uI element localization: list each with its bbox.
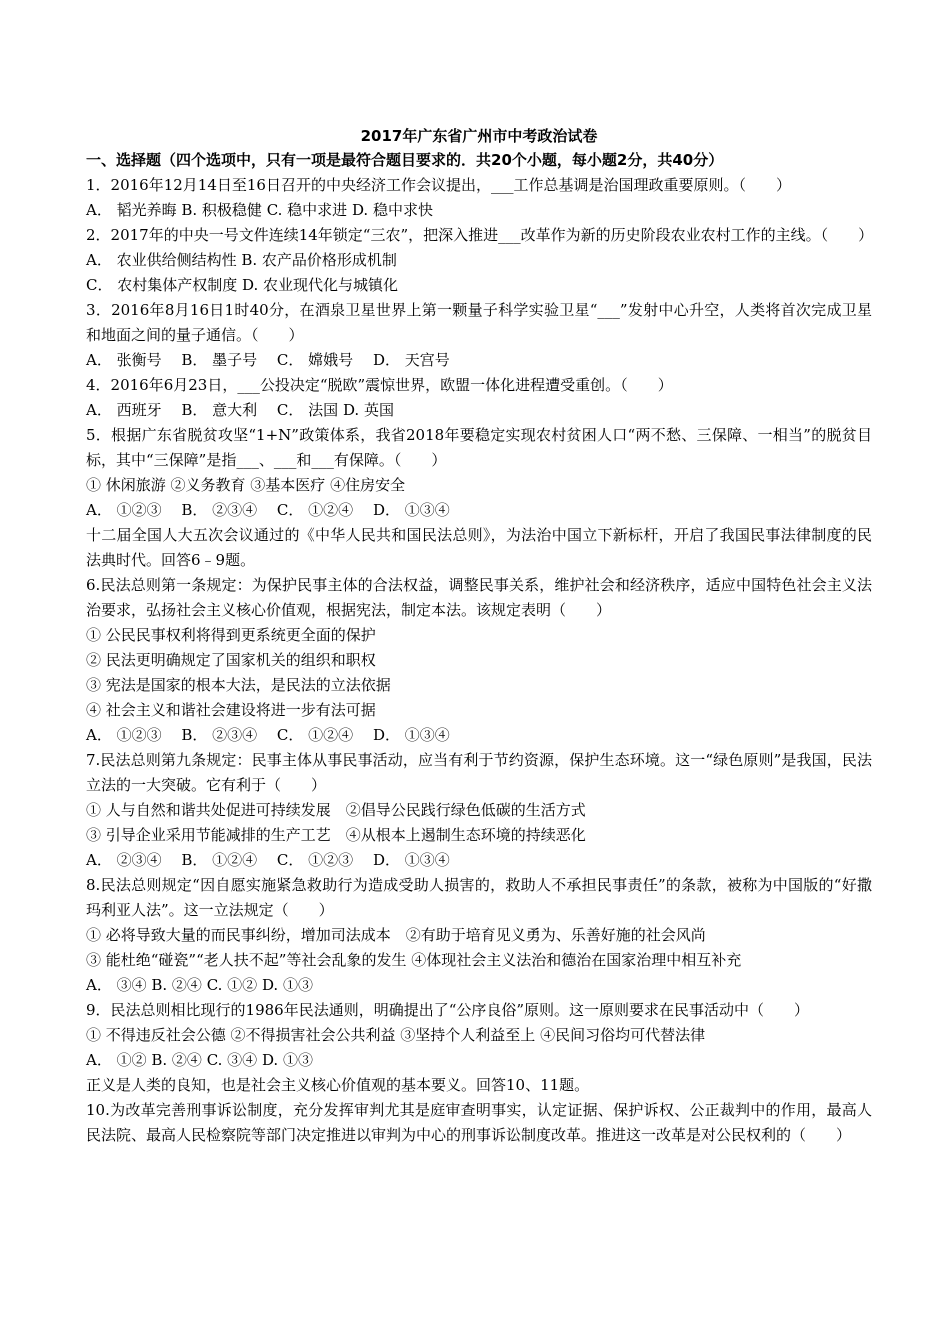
text-line: A． 张衡号 B． 墨子号 C． 嫦娥号 D． 天宫号 [86, 351, 450, 369]
text-line: ① 必将导致大量的而民事纠纷，增加司法成本 ②有助于培育见义勇为、乐善好施的社会风尚 [86, 926, 706, 944]
exam-title: 2017年广东省广州市中考政治试卷 [360, 127, 598, 145]
text-line: ③ 宪法是国家的根本大法，是民法的立法依据 [86, 676, 391, 694]
text-line: A． ①②③ B． ②③④ C． ①②④ D． ①③④ [86, 726, 450, 744]
text-line: ④ 社会主义和谐社会建设将进一步有法可据 [86, 701, 376, 719]
text-line: ① 公民民事权利将得到更系统更全面的保护 [86, 626, 376, 644]
question-body [86, 173, 872, 1148]
text-line: A． 西班牙 B． 意大利 C． 法国 D. 英国 [86, 401, 394, 419]
text-line: 1．2016年12月14日至16日召开的中央经济工作会议提出，___工作总基调是治国理政重要原则。（ ） [86, 176, 791, 194]
text-line: A． 韬光养晦 B. 积极稳健 C. 稳中求进 D. 稳中求快 [86, 201, 433, 219]
text-line: ③ 引导企业采用节能减排的生产工艺 ④从根本上遏制生态环境的持续恶化 [86, 826, 586, 844]
text-line: A． 农业供给侧结构性 B. 农产品价格形成机制 [86, 251, 397, 269]
text-line: ③ 能杜绝“碰瓷”“老人扶不起”等社会乱象的发生 ④体现社会主义法治和德治在国家治理中相互补充 [86, 951, 742, 969]
text-line: ① 不得违反社会公德 ②不得损害社会公共利益 ③坚持个人利益至上 ④民间习俗均可代替法律 [86, 1026, 706, 1044]
text-line: 4．2016年6月23日，___公投决定“脱欧”震惊世界，欧盟一体化进程遭受重创。（ ） [86, 376, 673, 394]
text-line: A． ①② B. ②④ C. ③④ D. ①③ [86, 1051, 313, 1069]
text-line: 3．2016年8月16日1时40分，在酒泉卫星世界上第一颗量子科学实验卫星“___”发射中心升空，人类将首次完成卫星和地面之间的量子通信。（ ） [86, 301, 872, 344]
text-line: 9．民法总则相比现行的1986年民法通则，明确提出了“公序良俗”原则。这一原则要求在民事活动中（ ） [86, 1001, 810, 1019]
text-line: 十二届全国人大五次会议通过的《中华人民共和国民法总则》，为法治中国立下新标杆，开启了我国民事法律制度的民法典时代。回答6﹣9题。 [86, 526, 872, 569]
text-line: A． ②③④ B． ①②④ C． ①②③ D． ①③④ [86, 851, 450, 869]
text-line: ② 民法更明确规定了国家机关的组织和职权 [86, 651, 376, 669]
section-heading: 一、选择题（四个选项中，只有一项是最符合题目要求的．共20个小题，每小题2分，共40分） [86, 151, 724, 169]
text-line: 正义是人类的良知，也是社会主义核心价值观的基本要义。回答10、11题。 [86, 1076, 590, 1094]
text-line: C． 农村集体产权制度 D. 农业现代化与城镇化 [86, 276, 399, 294]
text-line: 6.民法总则第一条规定：为保护民事主体的合法权益，调整民事关系，维护社会和经济秩序，适应中国特色社会主义法治要求，弘扬社会主义核心价值观，根据宪法，制定本法。该规定表明（ ） [86, 576, 872, 619]
text-line: A． ③④ B. ②④ C. ①② D. ①③ [86, 976, 313, 994]
text-line: 10.为改革完善刑事诉讼制度，充分发挥审判尤其是庭审查明事实，认定证据、保护诉权、公正裁判中的作用，最高人民法院、最高人民检察院等部门决定推进以审判为中心的刑事诉讼制度改革。推进这一改革是对公民权利的（ ） [86, 1101, 872, 1144]
text-line: 8.民法总则规定“因自愿实施紧急救助行为造成受助人损害的，救助人不承担民事责任”的条款，被称为中国版的“好撒玛利亚人法”。这一立法规定（ ） [86, 876, 872, 919]
text-line: ① 休闲旅游 ②义务教育 ③基本医疗 ④住房安全 [86, 476, 406, 494]
text-line: 7.民法总则第九条规定：民事主体从事民事活动，应当有利于节约资源，保护生态环境。这一“绿色原则”是我国，民法立法的一大突破。它有利于（ ） [86, 751, 872, 794]
text-line: 5．根据广东省脱贫攻坚“1+N”政策体系，我省2018年要稳定实现农村贫困人口“两不愁、三保障、一相当”的脱贫目标，其中“三保障”是指___、___和___有保障。（ ） [86, 426, 872, 469]
exam-page [86, 124, 872, 1148]
text-line: A． ①②③ B． ②③④ C． ①②④ D． ①③④ [86, 501, 450, 519]
text-line: ① 人与自然和谐共处促进可持续发展 ②倡导公民践行绿色低碳的生活方式 [86, 801, 586, 819]
text-line: 2．2017年的中央一号文件连续14年锁定“三农”，把深入推进___改革作为新的历史阶段农业农村工作的主线。（ ） [86, 226, 874, 244]
